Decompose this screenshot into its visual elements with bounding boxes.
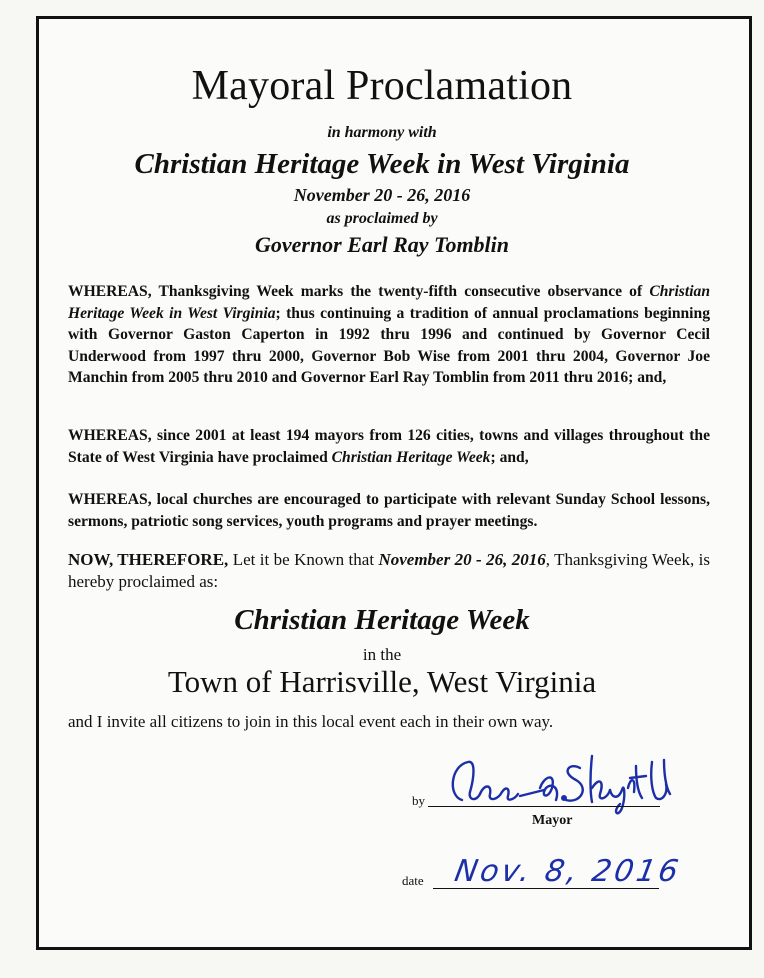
proclaimed-event: Christian Heritage Week xyxy=(234,604,530,636)
date-line xyxy=(433,888,659,889)
now-therefore-paragraph xyxy=(68,549,710,593)
paragraph-lead: WHEREAS, xyxy=(68,427,152,444)
date-label: date xyxy=(402,873,424,888)
signature-line xyxy=(428,806,660,807)
event-heading: Christian Heritage Week in West Virginia xyxy=(134,148,630,180)
governor-name: Governor Earl Ray Tomblin xyxy=(254,232,510,257)
whereas-paragraph-3 xyxy=(68,489,710,532)
paragraph-lead: WHEREAS, xyxy=(68,491,152,508)
proclaimed-dates: November 20 - 26, 2016 xyxy=(378,550,546,569)
mayor-signature-icon xyxy=(440,748,680,820)
in-harmony-subtitle: in harmony with xyxy=(327,124,437,141)
paragraph-text: local churches are encouraged to participate with relevant Sunday School lessons, sermons, patriotic song services, youth programs and prayer meetings. xyxy=(68,491,710,530)
handwritten-date: Nov. 8, 2016 xyxy=(451,854,684,889)
paragraph-lead: NOW, THEREFORE, xyxy=(68,550,229,569)
event-dates: November 20 - 26, 2016 xyxy=(293,185,471,205)
paragraph-text: , Thanksgiving Week, is hereby proclaimed as: xyxy=(68,550,710,591)
invitation-text: and I invite all citizens to join in this local event each in their own way. xyxy=(68,712,554,731)
paragraph-text: Let it be Known that xyxy=(228,550,379,569)
paragraph-italic: Christian Heritage Week in West Virginia xyxy=(68,283,710,322)
proclaimed-by-subtitle: as proclaimed by xyxy=(326,210,438,227)
whereas-paragraph-2 xyxy=(68,425,710,468)
by-label: by xyxy=(412,793,425,808)
in-the-label: in the xyxy=(362,645,402,664)
paragraph-text: since 2001 at least 194 mayors from 126 cities, towns and villages throughout the State of West Virginia have proclaimed xyxy=(68,427,710,466)
whereas-paragraph-1 xyxy=(68,281,710,389)
town-name: Town of Harrisville, West Virginia xyxy=(167,664,597,699)
page-title: Mayoral Proclamation xyxy=(191,63,573,109)
mayor-label: Mayor xyxy=(532,813,573,828)
paragraph-text: Thanksgiving Week marks the twenty-fifth consecutive observance of xyxy=(151,283,650,300)
paragraph-lead: WHEREAS, xyxy=(68,283,152,300)
paragraph-italic: Christian Heritage Week xyxy=(331,448,491,466)
paragraph-text: ; and, xyxy=(490,448,529,466)
paragraph-text: ; thus continuing a tradition of annual proclamations beginning with Governor Gaston Caperton in 1992 thru 1996 and continued by Governor Cecil Underwood from 1997 thru 2000, Governor Bob Wise from 2001 thru 2004, Governor Joe Manchin from 2005 thru 2010 and Governor Earl Ray Tomblin from 2011 thru 2016; and, xyxy=(68,304,710,386)
